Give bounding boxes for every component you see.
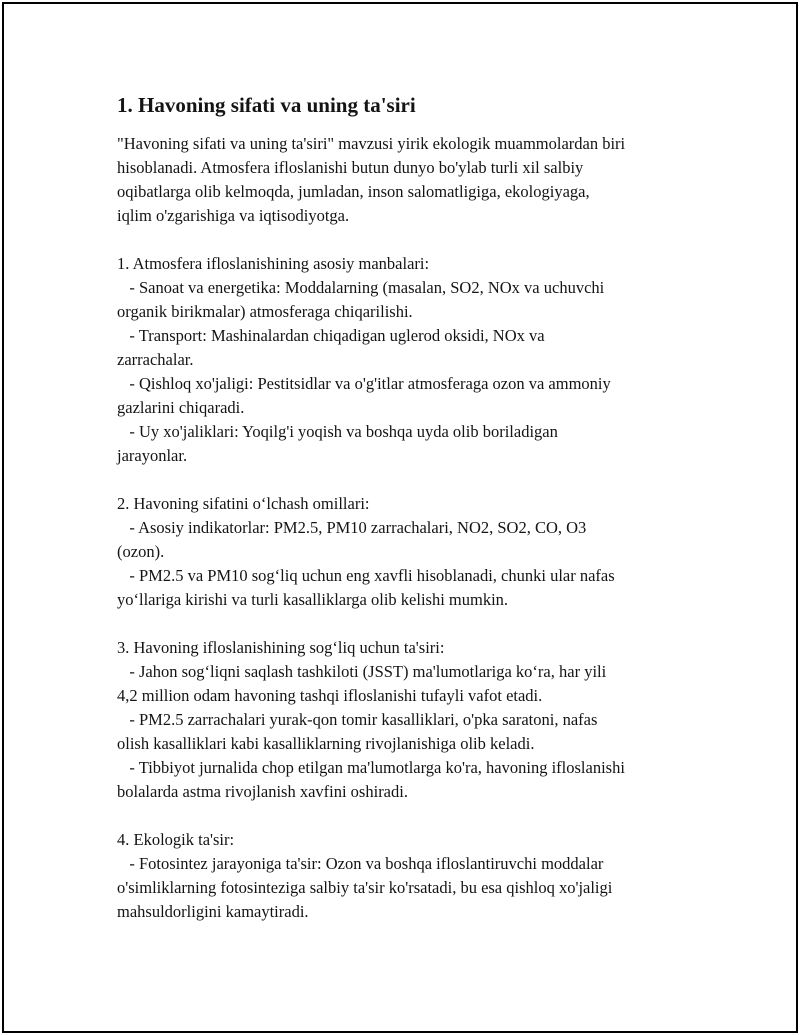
section-line: - Sanoat va energetika: Moddalarning (masalan, SO2, NOx va uchuvchi <box>117 278 605 297</box>
section-line: - Tibbiyot jurnalida chop etilgan ma'lumotlarga ko'ra, havoning ifloslanishi <box>117 758 625 777</box>
section-line: (ozon). <box>117 542 165 561</box>
section-sources <box>117 252 687 468</box>
section-line: olish kasalliklari kabi kasalliklarning rivojlanishiga olib keladi. <box>117 734 535 753</box>
section-line: mahsuldorligini kamaytiradi. <box>117 902 309 921</box>
section-line: - Uy xo'jaliklari: Yoqilg'i yoqish va boshqa uyda olib boriladigan <box>117 422 558 441</box>
document-body <box>117 92 687 924</box>
section-line: gazlarini chiqaradi. <box>117 398 245 417</box>
section-line: - PM2.5 va PM10 sog‘liq uchun eng xavfli hisoblanadi, chunki ular nafas <box>117 566 615 585</box>
intro-line: hisoblanadi. Atmosfera ifloslanishi butun dunyo bo'ylab turli xil salbiy <box>117 158 584 177</box>
section-line: - PM2.5 zarrachalari yurak-qon tomir kasalliklari, o'pka saratoni, nafas <box>117 710 598 729</box>
intro-paragraph <box>117 132 687 228</box>
section-line: - Qishloq xo'jaligi: Pestitsidlar va o'g'itlar atmosferaga ozon va ammoniy <box>117 374 611 393</box>
section-line: yo‘llariga kirishi va turli kasalliklarga olib kelishi mumkin. <box>117 590 509 609</box>
section-heading: 4. Ekologik ta'sir: <box>117 830 235 849</box>
section-line: zarrachalar. <box>117 350 194 369</box>
spacer <box>117 228 687 252</box>
intro-line: iqlim o'zgarishiga va iqtisodiyotga. <box>117 206 350 225</box>
spacer <box>117 468 687 492</box>
section-measurement <box>117 492 687 612</box>
section-heading: 3. Havoning ifloslanishining sog‘liq uchun ta'siri: <box>117 638 445 657</box>
section-ecology <box>117 828 687 924</box>
page-title: 1. Havoning sifati va uning ta'siri <box>117 93 416 117</box>
section-line: - Jahon sog‘liqni saqlash tashkiloti (JSST) ma'lumotlariga ko‘ra, har yili <box>117 662 607 681</box>
intro-line: "Havoning sifati va uning ta'siri" mavzusi yirik ekologik muammolardan biri <box>117 134 626 153</box>
spacer <box>117 612 687 636</box>
section-line: 4,2 million odam havoning tashqi ifloslanishi tufayli vafot etadi. <box>117 686 543 705</box>
section-line: jarayonlar. <box>117 446 188 465</box>
section-heading: 1. Atmosfera ifloslanishining asosiy manbalari: <box>117 254 430 273</box>
spacer <box>117 804 687 828</box>
section-line: - Fotosintez jarayoniga ta'sir: Ozon va boshqa ifloslantiruvchi moddalar <box>117 854 604 873</box>
intro-line: oqibatlarga olib kelmoqda, jumladan, inson salomatligiga, ekologiyaga, <box>117 182 590 201</box>
section-line: - Transport: Mashinalardan chiqadigan uglerod oksidi, NOx va <box>117 326 545 345</box>
section-line: o'simliklarning fotosinteziga salbiy ta'sir ko'rsatadi, bu esa qishloq xo'jaligi <box>117 878 613 897</box>
section-health <box>117 636 687 804</box>
section-heading: 2. Havoning sifatini o‘lchash omillari: <box>117 494 370 513</box>
section-line: - Asosiy indikatorlar: PM2.5, PM10 zarrachalari, NO2, SO2, CO, O3 <box>117 518 587 537</box>
section-line: bolalarda astma rivojlanish xavfini oshiradi. <box>117 782 408 801</box>
section-line: organik birikmalar) atmosferaga chiqarilishi. <box>117 302 413 321</box>
